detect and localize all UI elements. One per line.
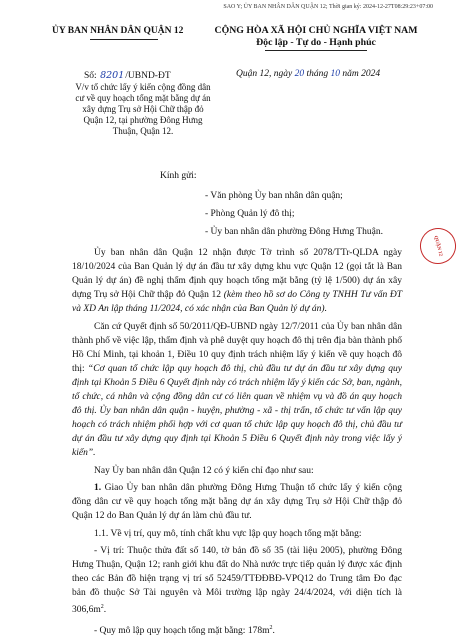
paragraph-text: - Vị trí: Thuộc thửa đất số 140, tờ bản đồ số 35 (tài liệu 2005), phường Đông Hưng Thuận, Quận 12; ranh giới khu đất do Nhà nước trực tiếp quản lý được xác định theo các Bản đồ hiện trạng vị trí số 52459/TTĐĐBĐ-VPQ12 do Trung tâm Đo đạc bản đồ thuộc Sở Tài nguyên và Môi trường lập ngày 24/4/2024, với diện tích là 306,6m [72,546,402,616]
document-body [72,246,402,642]
national-motto [210,25,422,48]
doc-number-handwritten: 8201 [100,70,125,81]
country-name: CỘNG HÒA XÃ HỘI CHỦ NGHĨA VIỆT NAM [214,25,418,36]
recipient-item: - Phòng Quản lý đô thị; [205,209,295,219]
paragraph-text: - Quy mô lập quy hoạch tổng mặt bằng: 178m [94,626,270,637]
superscript: 2 [100,604,104,610]
document-number [84,70,171,81]
issue-date [236,69,380,79]
addressee-label: Kính gửi: [160,171,197,181]
paragraph-text: Giao Ủy ban nhân dân phường Đông Hưng Thuận tổ chức lấy ý kiến cộng đồng dân cư về quy hoạch tổng mặt bằng dự án xây dựng Trụ sở Hội Chữ thập đỏ Quận 12 do Ban Quản lý dự án làm chủ đầu tư. [72,483,402,521]
paragraph-text: Căn cứ Quyết định số 50/2011/QĐ-UBND ngày 12/7/2011 của Ủy ban nhân dân thành phố về việc lập, thẩm định và phê duyệt quy hoạch đô thị trên địa bàn thành phố Hồ Chí Minh, tại khoản 1, Điều 10 quy định trách nhiệm lấy ý kiến về quy hoạch đô thị: [72,322,402,374]
paragraph-scale [72,621,402,638]
recipient-item: - Văn phòng Ủy ban nhân dân quận; [205,191,343,201]
issuing-authority: ỦY BAN NHÂN DÂN QUẬN 12 [52,26,184,36]
doc-number-prefix: Số: [84,71,97,81]
paragraph-location [72,544,402,617]
date-part-2: tháng [306,69,329,79]
stamp-text: QUẬN 12 [432,235,444,257]
paragraph-directive-intro: Nay Ủy ban nhân dân Quận 12 có ý kiến chỉ đạo như sau: [94,466,314,476]
paragraph-directive-1 [72,481,402,523]
date-part-1: Quận 12, ngày [236,69,293,79]
date-part-3: năm 2024 [342,69,381,79]
paragraph-text: Ủy ban nhân dân Quận 12 nhận được Tờ trình số 2078/TTr-QLDA ngày 18/10/2024 của Ban Quản lý dự án đầu tư xây dựng khu vực Quận 12 (gọi tắt là Ban Quản lý dự án) đề nghị thẩm định quy hoạch tổng mặt bằng (tỷ lệ 1/500) dự án xây dựng Trụ sở Hội Chữ thập đỏ Quận 12 [72,248,402,300]
doc-number-suffix: /UBND-ĐT [125,71,171,81]
paragraph-legal-basis [72,320,402,460]
paragraph-italic-text: (kèm theo hồ sơ do Công ty TNHH Tư vấn ĐT và XD An lập tháng 11/2024, có xác nhận của Ban Quản lý dự án). [72,290,403,314]
superscript: 2 [269,625,273,632]
red-stamp [416,224,460,268]
date-month: 10 [330,69,340,79]
recipient-item: - Ủy ban nhân dân phường Đông Hưng Thuận. [205,227,383,237]
date-day: 20 [294,69,305,79]
signature-metadata-line: SAO Y; ỦY BAN NHÂN DÂN QUẬN 12; Thời gian ký: 2024-12-27T08:29:23+07:00 [223,4,433,10]
item-number: 1. [94,483,102,493]
document-subject: V/v tổ chức lấy ý kiến cộng đồng dân cư về quy hoạch tổng mặt bằng dự án xây dựng Trụ sở Hội Chữ thập đỏ Quận 12, tại phường Đông Hưng Thuận, Quận 12. [75,82,211,136]
paragraph-end: . [272,626,275,637]
paragraph-end: . [103,605,107,616]
paragraph-section-1-1: 1.1. Về vị trí, quy mô, tính chất khu vực lập quy hoạch tổng mặt bằng: [94,529,362,539]
motto: Độc lập - Tự do - Hạnh phúc [256,37,376,48]
authority-underline [90,39,158,40]
paragraph-quote: “Cơ quan tổ chức lập quy hoạch đô thị, chủ đầu tư dự án đầu tư xây dựng quy định tại Khoản 5 Điều 6 Quyết định này có trách nhiệm lấy ý kiến các Sở, ban, ngành, tổ chức, cá nhân và cộng đồng dân cư có liên quan về nhiệm vụ và đồ án quy hoạch đô thị. Ủy ban nhân dân quận - huyện, phường - xã - thị trấn, tổ chức tư vấn lập quy hoạch có trách nhiệm phối hợp với cơ quan tổ chức lập quy hoạch đô thị, chủ đầu tư dự án đầu tư xây dựng quy định tại Khoản 5 Điều 6 Quyết định này trong việc lấy ý kiến”. [72,364,403,458]
paragraph-submission [72,246,402,316]
recipient-list [205,187,383,241]
motto-underline [265,50,367,51]
